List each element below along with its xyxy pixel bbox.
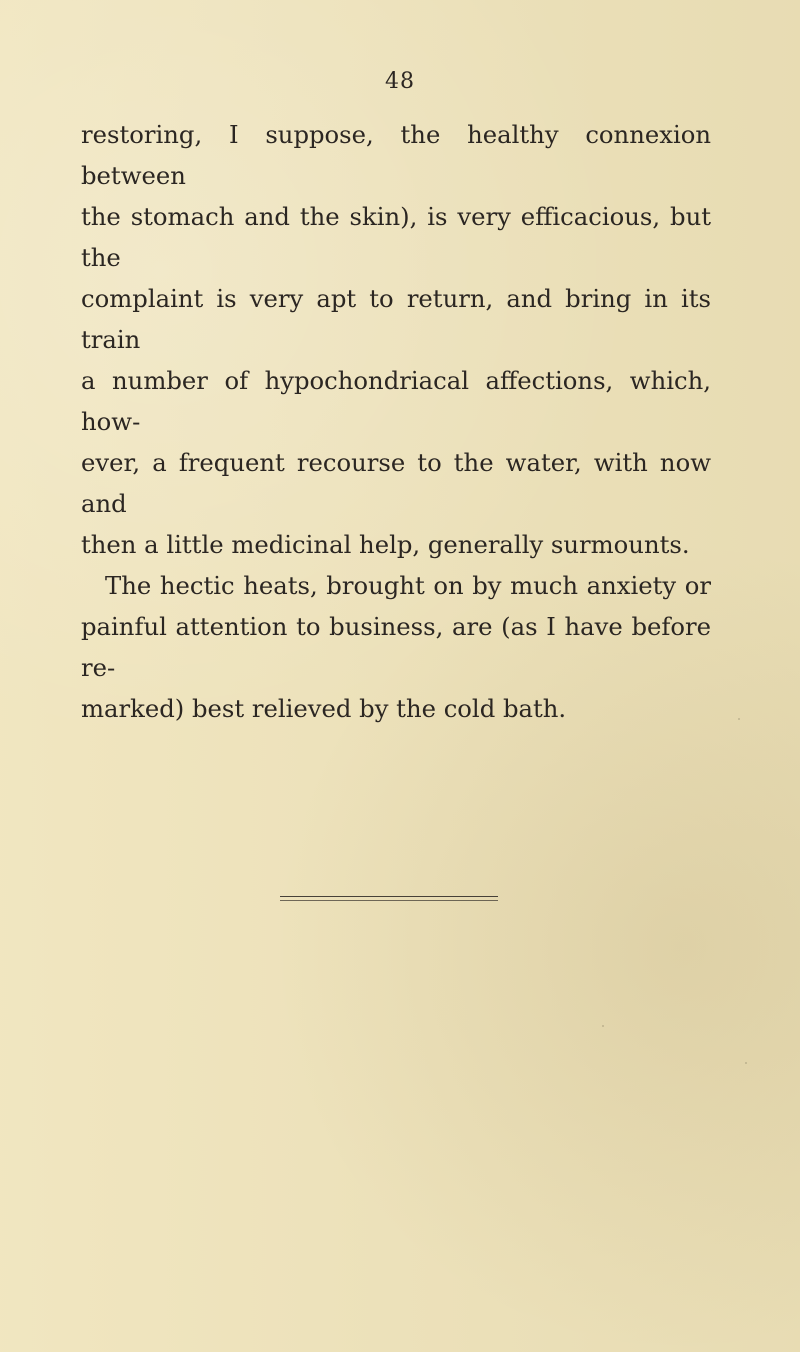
text-line: painful attention to business, are (as I have before re- [81,612,711,682]
paper-speck [602,1025,604,1027]
body-text [81,114,711,729]
text-line: The hectic heats, brought on by much anxiety or [105,571,711,600]
paper-speck [114,629,116,631]
section-rule [280,896,498,901]
paper-speck [745,1062,747,1064]
text-line: restoring, I suppose, the healthy connexion between [81,120,711,190]
text-line: ever, a frequent recourse to the water, with now and [81,448,711,518]
text-line: then a little medicinal help, generally surmounts. [81,530,690,559]
page-number: 48 [385,69,415,94]
text-line: the stomach and the skin), is very efficacious, but the [81,202,711,272]
text-line: marked) best relieved by the cold bath. [81,694,567,723]
paper-speck [738,718,740,720]
text-line: a number of hypochondriacal affections, which, how- [81,366,711,436]
text-line: complaint is very apt to return, and bring in its train [81,284,711,354]
